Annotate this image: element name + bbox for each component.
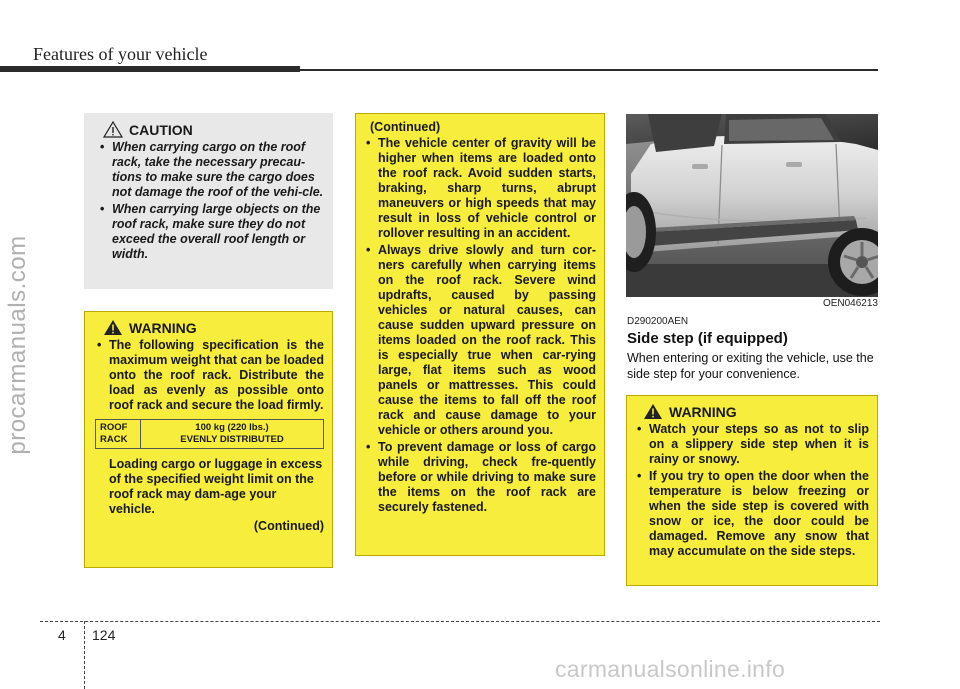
photo-code: OEN046213 xyxy=(822,298,878,309)
continued-item: • The vehicle center of gravity will be higher when items are loaded onto the roof rack. Avoid sudden starts, braking, sharp turns, abrupt maneuvers or high speeds that may result in loss of vehicle control or rollover resulting in an accident. xyxy=(364,136,596,241)
chapter-number: 4 xyxy=(58,627,66,643)
spec-value-weight: 100 kg (220 lbs.) xyxy=(195,422,269,433)
continued-header: (Continued) xyxy=(370,120,441,134)
warning-icon xyxy=(643,403,663,420)
side-step-warning-box xyxy=(626,395,878,586)
caution-item: • When carrying large objects on the roof rack, make sure they do not exceed the overall roof length or width. xyxy=(98,202,325,262)
footer-rule xyxy=(40,621,880,622)
section-code: D290200AEN xyxy=(627,316,689,327)
warning-header xyxy=(103,319,324,336)
spec-value-distribution: EVENLY DISTRIBUTED xyxy=(180,434,284,445)
side-watermark xyxy=(0,0,38,689)
spec-row xyxy=(96,420,324,449)
continued-warning-box xyxy=(355,113,605,556)
caution-list xyxy=(98,140,325,262)
caution-triangle-icon xyxy=(103,121,123,138)
page-header-title: Features of your vehicle xyxy=(33,44,208,64)
header-rule-thick xyxy=(0,66,300,72)
continued-label: (Continued) xyxy=(253,519,324,533)
header-rule-thin xyxy=(300,69,878,71)
warning-item: • Watch your steps so as not to slip on a slippery side step when it is rainy or snowy. xyxy=(635,422,869,467)
roof-rack-spec-table xyxy=(95,419,324,449)
bottom-watermark: carmanualsonline.info xyxy=(555,656,786,682)
side-watermark-text: procarmanuals.com xyxy=(4,234,31,455)
continued-item: • Always drive slowly and turn cor-ners carefully when carrying items on the roof rack. Severe wind updrafts, caused by passing vehicles or natural causes, can cause sudden upward pressure on items loaded on the roof rack. This is especially true when car-rying large, flat items such as wood panels or mattresses. This could cause the items to fall off the roof rack and cause damage to your vehicle or others around you. xyxy=(364,243,596,438)
page-number: 124 xyxy=(92,627,116,643)
caution-item: • When carrying cargo on the roof rack, take the necessary precau-tions to make sure the cargo does not damage the roof of the vehi-cle. xyxy=(98,140,325,200)
warning-title: WARNING xyxy=(669,403,737,420)
continued-item: • To prevent damage or loss of cargo while driving, check fre-quently before or while driving to make sure the items on the roof rack are securely fastened. xyxy=(364,440,596,515)
spec-value xyxy=(141,420,324,449)
warning-item: • If you try to open the door when the temperature is below freezing or when the side step is covered with snow or ice, the door could be damaged. Remove any snow that may accumulate on the side steps. xyxy=(635,469,869,559)
warning-header xyxy=(643,403,869,420)
section-title: Side step (if equipped) xyxy=(627,330,788,347)
roof-rack-warning-box xyxy=(84,311,333,568)
section-body: When entering or exiting the vehicle, use the side step for your convenience. xyxy=(627,351,874,381)
footer-divider xyxy=(84,621,85,689)
caution-header xyxy=(103,121,325,138)
warning-title: WARNING xyxy=(129,319,197,336)
warning-list xyxy=(635,422,869,559)
overload-text: Loading cargo or luggage in excess of the specified weight limit on the roof rack may dam-age your vehicle. xyxy=(109,457,323,516)
warning-item: • The following specification is the maximum weight that can be loaded onto the roof rack. Distribute the load as evenly as possible onto roof rack and secure the load firmly. xyxy=(95,338,324,413)
caution-title: CAUTION xyxy=(129,121,193,138)
car-side-illustration xyxy=(626,114,878,297)
warning-list xyxy=(95,338,324,413)
continued-list xyxy=(364,136,596,515)
spec-key: ROOF RACK xyxy=(96,420,141,449)
side-step-photo xyxy=(626,114,878,297)
caution-box xyxy=(84,113,333,289)
warning-icon xyxy=(103,319,123,336)
